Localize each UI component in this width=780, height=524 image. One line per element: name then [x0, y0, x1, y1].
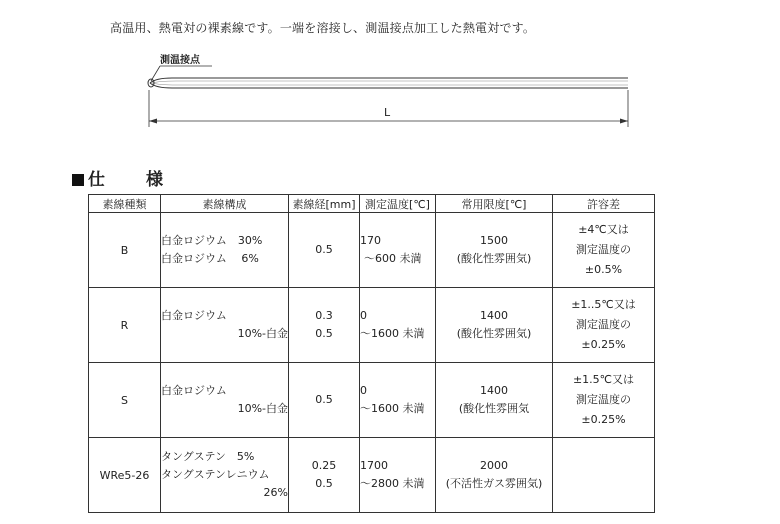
col-header-tolerance: 許容差	[553, 195, 655, 213]
section-square-icon	[72, 174, 84, 186]
intro-text: 高温用、熱電対の裸素線です。一端を溶接し、測温接点加工した熱電対です。	[110, 21, 536, 35]
cell-range: 0 ～1600 未満	[360, 363, 436, 438]
table-header-row	[89, 195, 655, 213]
table-row	[89, 363, 655, 438]
table-row	[89, 288, 655, 363]
table-row	[89, 438, 655, 513]
length-label: L	[384, 106, 391, 119]
cell-type: S	[89, 363, 161, 438]
cell-range: 1700 ～2800 未満	[360, 438, 436, 513]
cell-composition: 白金ロジウム 30% 白金ロジウム 6%	[161, 213, 289, 288]
section-title: 仕 様	[72, 165, 175, 190]
wire-upper	[150, 78, 628, 83]
cell-limit: 1500 (酸化性雰囲気)	[436, 213, 553, 288]
cell-wire: 0.25 0.5	[289, 438, 360, 513]
wire-inner-lower	[152, 83, 628, 85]
junction-label: 測温接点	[160, 55, 200, 66]
cell-type: R	[89, 288, 161, 363]
cell-limit: 1400 (酸化性雰囲気)	[436, 288, 553, 363]
cell-tolerance: ±1.5℃又は 測定温度の ±0.25%	[553, 363, 655, 438]
col-header-composition: 素線構成	[161, 195, 289, 213]
cell-limit: 1400 (酸化性雰囲気	[436, 363, 553, 438]
cell-tolerance: ±4℃又は 測定温度の ±0.5%	[553, 213, 655, 288]
cell-wire: 0.5	[289, 213, 360, 288]
col-header-wire-diameter: 素線経[mm]	[289, 195, 360, 213]
cell-limit: 2000 (不活性ガス雰囲気)	[436, 438, 553, 513]
wire-inner-upper	[152, 81, 628, 83]
spec-table	[88, 194, 655, 513]
col-header-type: 素線種類	[89, 195, 161, 213]
cell-wire: 0.5	[289, 363, 360, 438]
thermocouple-diagram	[0, 0, 780, 160]
table-row	[89, 213, 655, 288]
dimension-arrow-right	[620, 119, 628, 124]
col-header-measure-range: 測定温度[℃]	[360, 195, 436, 213]
cell-tolerance: ±1..5℃又は 測定温度の ±0.25%	[553, 288, 655, 363]
cell-composition: 白金ロジウム 10%-白金	[161, 363, 289, 438]
dimension-arrow-left	[149, 119, 157, 124]
cell-wire: 0.3 0.5	[289, 288, 360, 363]
wire-lower	[150, 83, 628, 88]
cell-type: WRe5-26	[89, 438, 161, 513]
cell-composition: タングステン 5% タングステンレニウム 26%	[161, 438, 289, 513]
cell-range: 0 ～1600 未満	[360, 288, 436, 363]
cell-tolerance	[553, 438, 655, 513]
col-header-limit: 常用限度[℃]	[436, 195, 553, 213]
cell-range: 170 ～600 未満	[360, 213, 436, 288]
cell-type: B	[89, 213, 161, 288]
cell-composition: 白金ロジウム 10%-白金	[161, 288, 289, 363]
